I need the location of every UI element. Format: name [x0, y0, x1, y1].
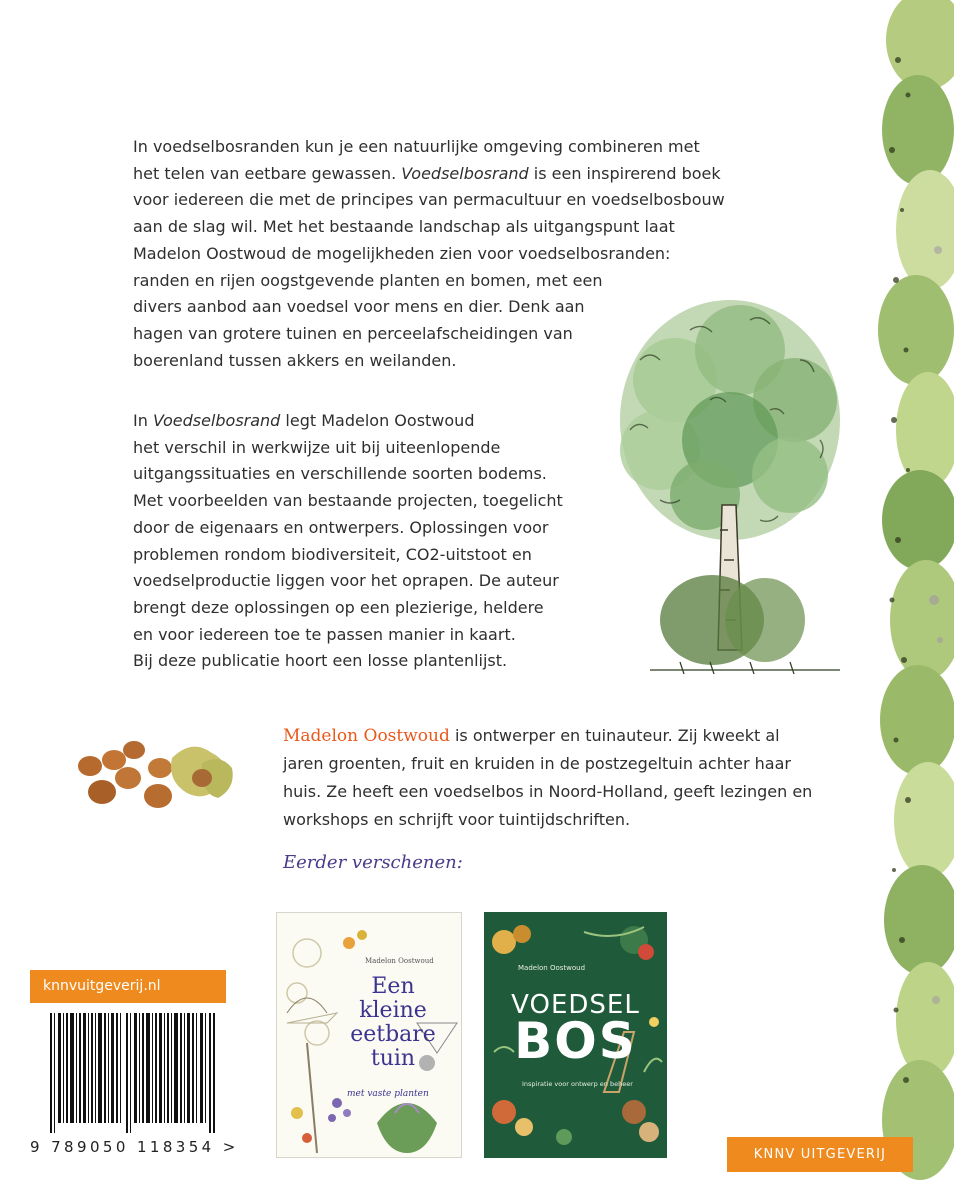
text-line: en voor iedereen toe te passen manier in kaart. — [133, 624, 516, 644]
text-line: problemen rondom biodiversiteit, CO2-uitstoot en — [133, 544, 532, 564]
text-line: brengt deze oplossingen op een plezierige, heldere — [133, 597, 544, 617]
barcode — [50, 1013, 215, 1133]
text-line: Madelon Oostwoud is ontwerper en tuinauteur. Zij kweekt al — [283, 726, 780, 746]
text-line: het telen van eetbare gewassen. Voedselbosrand is een inspirerend boek — [133, 163, 721, 183]
text-line: Bij deze publicatie hoort een losse plantenlijst. — [133, 651, 508, 671]
text-line: Met voorbeelden van bestaande projecten, toegelicht — [133, 491, 563, 511]
book-subtitle: Inspiratie voor ontwerp en beheer — [522, 1080, 633, 1088]
text-line: In Voedselbosrand legt Madelon Oostwoud — [133, 411, 475, 430]
book-title-line-2: BOS — [514, 1012, 637, 1070]
book-author: Madelon Oostwoud — [518, 964, 586, 972]
text-line: huis. Ze heeft een voedselbos in Noord-Holland, geeft lezingen en — [283, 782, 813, 801]
text-line: voor iedereen die met de principes van permacultuur en voedselbosbouw — [133, 190, 725, 210]
author-name: Madelon Oostwoud — [283, 726, 450, 746]
book-title-italic: Voedselbosrand — [152, 411, 281, 430]
text-line: jaren groenten, fruit en kruiden in de postzegeltuin achter haar — [283, 754, 791, 773]
book-cover-voedsel-bos[interactable] — [484, 912, 667, 1158]
book-title-line-1: VOEDSEL — [511, 990, 640, 1020]
text-line: Madelon Oostwoud de mogelijkheden zien voor voedselbosranden: — [133, 243, 671, 263]
hazelnuts-illustration — [72, 738, 242, 818]
previously-published-heading: Eerder verschenen: — [283, 852, 463, 873]
book-subtitle: met vaste planten — [347, 1089, 429, 1099]
text-line: In voedselbosranden kun je een natuurlijke omgeving combineren met — [133, 137, 700, 156]
author-bio — [283, 722, 831, 834]
hedge-illustration — [878, 0, 954, 1200]
text-line: boerenland tussen akkers en weilanden. — [133, 350, 457, 370]
book-author: Madelon Oostwoud — [365, 957, 434, 965]
text-line: divers aanbod aan voedsel voor mens en dier. Denk aan — [133, 297, 585, 317]
tree-illustration — [600, 290, 860, 690]
isbn-number: 9 789050 118354 > — [30, 1138, 239, 1156]
book-cover-een-kleine-eetbare-tuin[interactable] — [276, 912, 462, 1158]
description-paragraph-2 — [133, 408, 563, 675]
text-line: door de eigenaars en ontwerpers. Oplossingen voor — [133, 517, 549, 537]
website-label[interactable]: knnvuitgeverij.nl — [30, 970, 226, 1003]
text-line: randen en rijen oogstgevende planten en bomen, met een — [133, 270, 603, 290]
text-line: voedselproductie liggen voor het oprapen. De auteur — [133, 571, 559, 591]
text-line: workshops en schrijft voor tuintijdschriften. — [283, 810, 631, 829]
text-line: hagen van grotere tuinen en perceelafscheidingen van — [133, 323, 573, 343]
publisher-label: KNNV UITGEVERIJ — [727, 1137, 913, 1172]
book-title: Een kleine eetbare tuin — [350, 974, 436, 1071]
book-title-italic: Voedselbosrand — [401, 163, 529, 183]
text-line: het verschil in werkwijze uit bij uiteenlopende — [133, 437, 501, 457]
text-line: aan de slag wil. Met het bestaande landschap als uitgangspunt laat — [133, 217, 675, 237]
text-line: uitgangssituaties en verschillende soorten bodems. — [133, 464, 547, 484]
